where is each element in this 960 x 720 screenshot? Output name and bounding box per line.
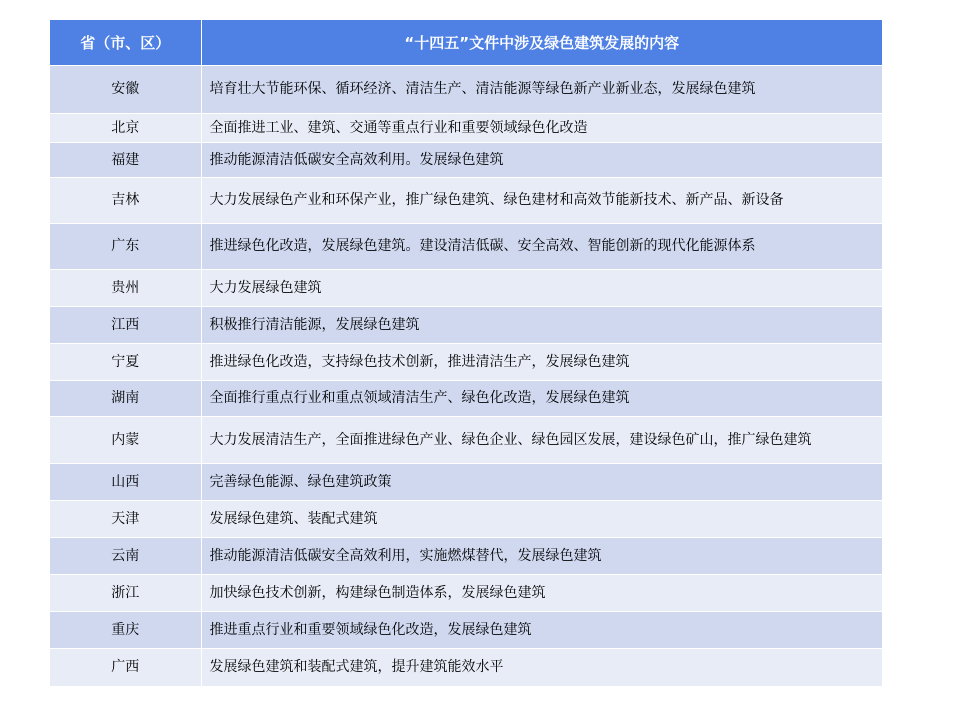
content-cell: 加快绿色技术创新，构建绿色制造体系，发展绿色建筑 [201, 575, 882, 612]
green-building-table-container [50, 20, 882, 686]
table-row [50, 381, 882, 417]
content-cell: 推动能源清洁低碳安全高效利用。发展绿色建筑 [201, 143, 882, 178]
content-cell: 发展绿色建筑、装配式建筑 [201, 501, 882, 538]
table-row [50, 66, 882, 114]
province-cell: 贵州 [50, 270, 201, 307]
content-cell: 推动能源清洁低碳安全高效利用，实施燃煤替代，发展绿色建筑 [201, 538, 882, 575]
province-cell: 湖南 [50, 381, 201, 417]
province-cell: 广东 [50, 224, 201, 270]
province-cell: 广西 [50, 649, 201, 686]
table-row [50, 538, 882, 575]
table-row [50, 501, 882, 538]
province-cell: 吉林 [50, 178, 201, 224]
content-cell: 推进绿色化改造，发展绿色建筑。建设清洁低碳、安全高效、智能创新的现代化能源体系 [201, 224, 882, 270]
province-cell: 云南 [50, 538, 201, 575]
content-cell: 推进绿色化改造，支持绿色技术创新，推进清洁生产，发展绿色建筑 [201, 344, 882, 381]
content-cell: 培育壮大节能环保、循环经济、清洁生产、清洁能源等绿色新产业新业态，发展绿色建筑 [201, 66, 882, 114]
table-row [50, 417, 882, 464]
province-cell: 江西 [50, 307, 201, 344]
table-row [50, 344, 882, 381]
province-cell: 宁夏 [50, 344, 201, 381]
content-cell: 积极推行清洁能源，发展绿色建筑 [201, 307, 882, 344]
table-row [50, 307, 882, 344]
province-cell: 内蒙 [50, 417, 201, 464]
table-row [50, 575, 882, 612]
province-cell: 天津 [50, 501, 201, 538]
province-cell: 安徽 [50, 66, 201, 114]
header-province: 省（市、区） [50, 20, 201, 66]
table-header-row [50, 20, 882, 66]
content-cell: 发展绿色建筑和装配式建筑，提升建筑能效水平 [201, 649, 882, 686]
table-row [50, 649, 882, 686]
table-row [50, 464, 882, 501]
content-cell: 大力发展清洁生产，全面推进绿色产业、绿色企业、绿色园区发展，建设绿色矿山，推广绿色建筑 [201, 417, 882, 464]
province-cell: 北京 [50, 114, 201, 143]
content-cell: 大力发展绿色产业和环保产业，推广绿色建筑、绿色建材和高效节能新技术、新产品、新设备 [201, 178, 882, 224]
province-cell: 山西 [50, 464, 201, 501]
table-row [50, 224, 882, 270]
table-row [50, 143, 882, 178]
province-cell: 浙江 [50, 575, 201, 612]
content-cell: 推进重点行业和重要领域绿色化改造，发展绿色建筑 [201, 612, 882, 649]
green-building-table [50, 20, 882, 686]
table-row [50, 178, 882, 224]
header-content: “十四五”文件中涉及绿色建筑发展的内容 [201, 20, 882, 66]
content-cell: 完善绿色能源、绿色建筑政策 [201, 464, 882, 501]
table-row [50, 114, 882, 143]
province-cell: 福建 [50, 143, 201, 178]
table-row [50, 612, 882, 649]
content-cell: 全面推进工业、建筑、交通等重点行业和重要领域绿色化改造 [201, 114, 882, 143]
content-cell: 全面推行重点行业和重点领域清洁生产、绿色化改造，发展绿色建筑 [201, 381, 882, 417]
content-cell: 大力发展绿色建筑 [201, 270, 882, 307]
table-row [50, 270, 882, 307]
province-cell: 重庆 [50, 612, 201, 649]
